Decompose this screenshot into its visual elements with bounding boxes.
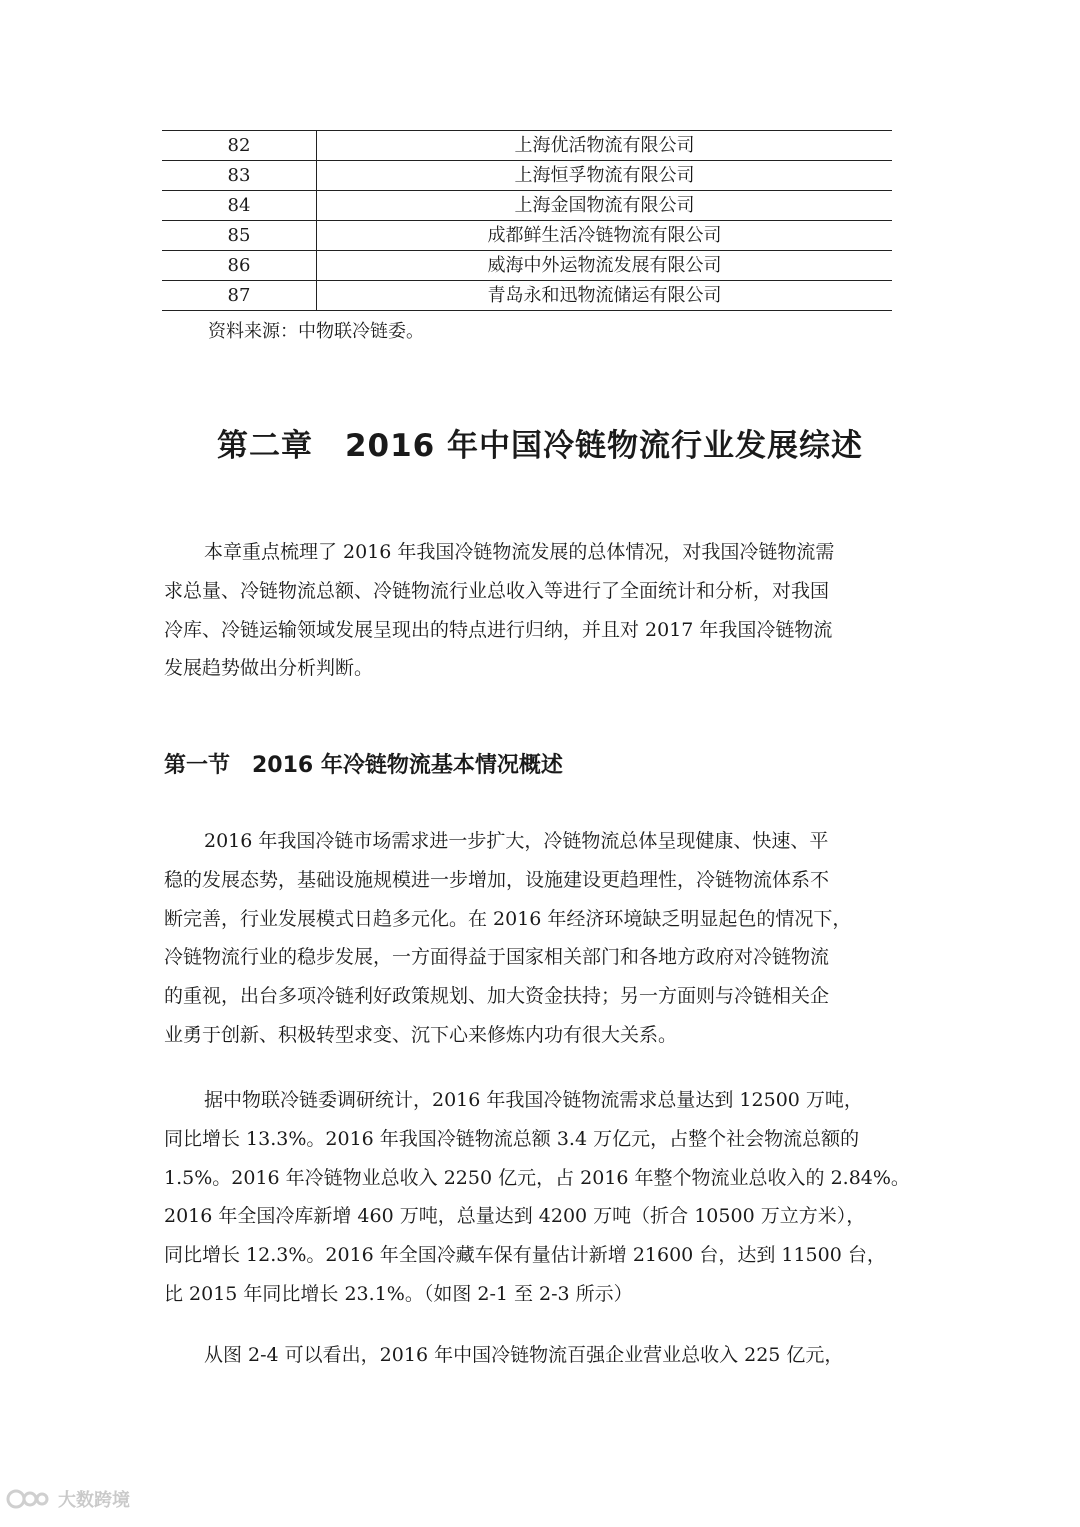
paragraph-line: 同比增长 12.3%。2016 年全国冷藏车保有量估计新增 21600 台，达到 11500 台，: [164, 1244, 886, 1267]
paragraph-line: 比 2015 年同比增长 23.1%。（如图 2-1 至 2-3 所示）: [164, 1282, 633, 1305]
row-number: 83: [162, 161, 317, 191]
paragraph-line: 求总量、冷链物流总额、冷链物流行业总收入等进行了全面统计和分析，对我国: [164, 579, 830, 602]
paragraph-line: 从图 2-4 可以看出，2016 年中国冷链物流百强企业营业总收入 225 亿元，: [204, 1344, 844, 1366]
row-number: 82: [162, 131, 317, 161]
table-row: [162, 281, 892, 311]
paragraph-line: 据中物联冷链委调研统计，2016 年我国冷链物流需求总量达到 12500 万吨，: [204, 1089, 863, 1111]
paragraph-line: 2016 年我国冷链市场需求进一步扩大，冷链物流总体呈现健康、快速、平: [204, 830, 829, 852]
paragraph-line: 2016 年全国冷库新增 460 万吨，总量达到 4200 万吨（折合 10500 万立方米），: [164, 1205, 866, 1228]
section-title: 第一节 2016 年冷链物流基本情况概述: [164, 753, 563, 778]
company-name: 成都鲜生活冷链物流有限公司: [317, 221, 893, 251]
watermark: [6, 1486, 130, 1512]
paragraph-line: 断完善，行业发展模式日趋多元化。在 2016 年经济环境缺乏明显起色的情况下，: [164, 907, 852, 930]
paragraph-line: 业勇于创新、积极转型求变、沉下心来修炼内功有很大关系。: [164, 1023, 678, 1046]
paragraph-line: 的重视，出台多项冷链利好政策规划、加大资金扶持；另一方面则与冷链相关企: [164, 985, 830, 1008]
body-paragraph-3: [164, 1336, 916, 1375]
table-row: [162, 191, 892, 221]
chapter-title: 第二章 2016 年中国冷链物流行业发展综述: [216, 428, 864, 464]
company-name: 上海恒孚物流有限公司: [317, 161, 893, 191]
company-name: 上海优活物流有限公司: [317, 131, 893, 161]
paragraph-line: 1.5%。2016 年冷链物业总收入 2250 亿元，占 2016 年整个物流业总收入的 2.84%。: [164, 1166, 910, 1189]
body-paragraph-2: [164, 1081, 916, 1314]
watermark-text: 大数跨境: [58, 1490, 130, 1511]
company-name: 青岛永和迅物流储运有限公司: [317, 281, 893, 311]
table-source-note: 资料来源：中物联冷链委。: [208, 321, 424, 342]
paragraph-line: 冷库、冷链运输领域发展呈现出的特点进行归纳，并且对 2017 年我国冷链物流: [164, 618, 833, 641]
row-number: 84: [162, 191, 317, 221]
table-row: [162, 221, 892, 251]
company-table: [162, 130, 892, 311]
row-number: 87: [162, 281, 317, 311]
table-row: [162, 251, 892, 281]
paragraph-line: 稳的发展态势，基础设施规模进一步增加，设施建设更趋理性，冷链物流体系不: [164, 868, 830, 891]
intro-paragraph: [164, 533, 916, 688]
logo-icon: [6, 1486, 52, 1512]
table-row: [162, 131, 892, 161]
paragraph-line: 同比增长 13.3%。2016 年我国冷链物流总额 3.4 万亿元，占整个社会物流总额的: [164, 1127, 860, 1150]
paragraph-line: 发展趋势做出分析判断。: [164, 657, 374, 680]
body-paragraph-1: [164, 822, 916, 1055]
paragraph-line: 本章重点梳理了 2016 年我国冷链物流发展的总体情况，对我国冷链物流需: [204, 541, 835, 563]
table-row: [162, 161, 892, 191]
company-name: 上海金国物流有限公司: [317, 191, 893, 221]
row-number: 85: [162, 221, 317, 251]
row-number: 86: [162, 251, 317, 281]
paragraph-line: 冷链物流行业的稳步发展，一方面得益于国家相关部门和各地方政府对冷链物流: [164, 946, 830, 969]
company-name: 威海中外运物流发展有限公司: [317, 251, 893, 281]
